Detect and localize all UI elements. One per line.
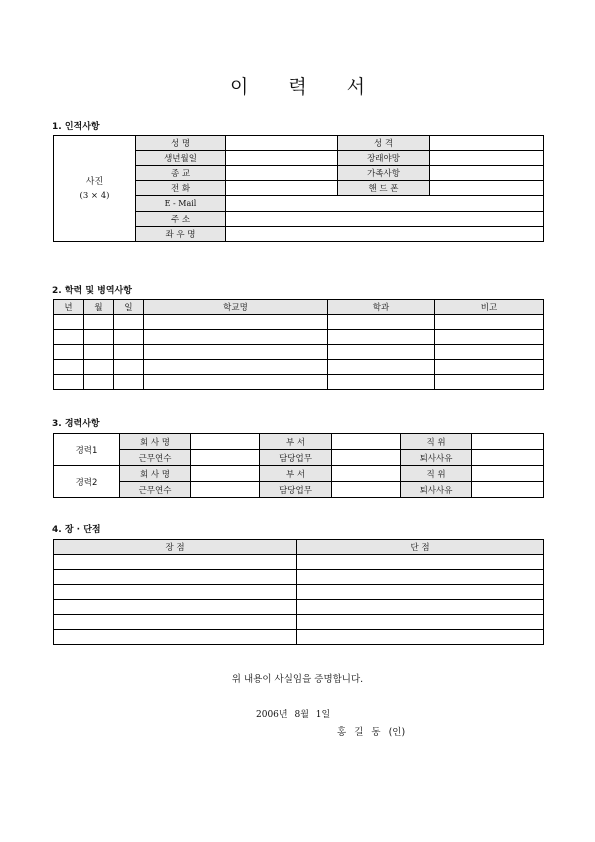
education-cell[interactable]	[84, 345, 114, 360]
email-label: E - Mail	[136, 196, 226, 212]
email-field[interactable]	[226, 196, 544, 212]
pros-header: 장 점	[54, 540, 297, 555]
dept-label-2: 부 서	[260, 466, 332, 482]
education-cell[interactable]	[84, 315, 114, 330]
document-title	[0, 72, 595, 99]
education-cell[interactable]	[114, 375, 144, 390]
education-cell[interactable]	[435, 315, 544, 330]
mobile-field[interactable]	[430, 181, 544, 196]
education-row	[54, 330, 544, 345]
period-label-1: 근무연수	[120, 450, 191, 466]
education-cell[interactable]	[435, 360, 544, 375]
reason-label-2: 퇴사사유	[401, 482, 472, 498]
edu-header-major: 학과	[328, 300, 435, 315]
name-label: 성 명	[136, 136, 226, 151]
education-cell[interactable]	[54, 375, 84, 390]
education-row	[54, 345, 544, 360]
pros-cell[interactable]	[54, 630, 297, 645]
birth-field[interactable]	[226, 151, 338, 166]
reason-field-1[interactable]	[472, 450, 544, 466]
education-cell[interactable]	[114, 345, 144, 360]
cons-cell[interactable]	[297, 555, 544, 570]
dept-field-2[interactable]	[332, 466, 401, 482]
personal-info-table	[53, 135, 544, 242]
signature-date	[256, 707, 334, 720]
company-label-2: 회 사 명	[120, 466, 191, 482]
reason-label-1: 퇴사사유	[401, 450, 472, 466]
education-cell[interactable]	[435, 345, 544, 360]
edu-header-note: 비고	[435, 300, 544, 315]
education-cell[interactable]	[84, 375, 114, 390]
edu-header-school: 학교명	[144, 300, 328, 315]
title-char: 이	[229, 76, 249, 98]
pros-cell[interactable]	[54, 585, 297, 600]
section-education-heading: 2. 학력 및 병역사항	[52, 286, 132, 296]
section-career-heading: 3. 경력사항	[52, 419, 100, 429]
duty-label-2: 담당업무	[260, 482, 332, 498]
edu-header-month: 월	[84, 300, 114, 315]
address-label: 주 소	[136, 212, 226, 227]
education-cell[interactable]	[144, 360, 328, 375]
career-group-1: 경력1	[54, 434, 120, 466]
duty-field-2[interactable]	[332, 482, 401, 498]
education-row	[54, 375, 544, 390]
education-row	[54, 315, 544, 330]
education-cell[interactable]	[328, 345, 435, 360]
position-field-2[interactable]	[472, 466, 544, 482]
pros-cell[interactable]	[54, 615, 297, 630]
date-day: 1일	[315, 710, 331, 720]
strengths-row	[54, 555, 544, 570]
mobile-label: 핸 드 폰	[338, 181, 430, 196]
position-label-1: 직 위	[401, 434, 472, 450]
confirmation-statement: 위 내용이 사실임을 증명합니다.	[231, 674, 364, 685]
education-cell[interactable]	[435, 375, 544, 390]
signer-name-char: 홍	[337, 727, 347, 738]
education-cell[interactable]	[114, 315, 144, 330]
company-field-2[interactable]	[191, 466, 260, 482]
strengths-row	[54, 630, 544, 645]
phone-field[interactable]	[226, 181, 338, 196]
motto-field[interactable]	[226, 227, 544, 242]
education-cell[interactable]	[435, 330, 544, 345]
strengths-row	[54, 600, 544, 615]
education-cell[interactable]	[54, 360, 84, 375]
education-cell[interactable]	[144, 345, 328, 360]
pros-cell[interactable]	[54, 570, 297, 585]
period-field-1[interactable]	[191, 450, 260, 466]
cons-cell[interactable]	[297, 630, 544, 645]
education-cell[interactable]	[144, 315, 328, 330]
education-cell[interactable]	[54, 345, 84, 360]
motto-label: 좌 우 명	[136, 227, 226, 242]
education-cell[interactable]	[54, 315, 84, 330]
period-label-2: 근무연수	[120, 482, 191, 498]
future-label: 장래야망	[338, 151, 430, 166]
name-field[interactable]	[226, 136, 338, 151]
family-field[interactable]	[430, 166, 544, 181]
future-field[interactable]	[430, 151, 544, 166]
strengths-table	[53, 539, 544, 645]
strengths-row	[54, 585, 544, 600]
education-cell[interactable]	[84, 360, 114, 375]
birth-label: 생년월일	[136, 151, 226, 166]
position-field-1[interactable]	[472, 434, 544, 450]
title-char: 력	[288, 76, 307, 98]
education-cell[interactable]	[144, 375, 328, 390]
photo-label: 사진	[85, 176, 104, 187]
duty-label-1: 담당업무	[260, 450, 332, 466]
section-personal-heading: 1. 인적사항	[52, 122, 100, 132]
signer-name-char: 동	[371, 727, 381, 738]
cons-cell[interactable]	[297, 570, 544, 585]
pros-cell[interactable]	[54, 555, 297, 570]
career-group-2: 경력2	[54, 466, 120, 498]
cons-cell[interactable]	[297, 615, 544, 630]
education-cell[interactable]	[328, 375, 435, 390]
reason-field-2[interactable]	[472, 482, 544, 498]
cons-cell[interactable]	[297, 585, 544, 600]
education-cell[interactable]	[54, 330, 84, 345]
company-field-1[interactable]	[191, 434, 260, 450]
date-month: 8월	[294, 710, 309, 720]
personality-field[interactable]	[430, 136, 544, 151]
title-char: 서	[346, 76, 366, 98]
education-row	[54, 360, 544, 375]
section-strengths-heading: 4. 장 · 단점	[52, 525, 101, 535]
strengths-row	[54, 615, 544, 630]
career-table	[53, 433, 544, 498]
dept-field-1[interactable]	[332, 434, 401, 450]
education-table	[53, 299, 544, 390]
religion-field[interactable]	[226, 166, 338, 181]
signer-name-char: 길	[354, 727, 364, 738]
edu-header-day: 일	[114, 300, 144, 315]
family-label: 가족사항	[338, 166, 430, 181]
photo-size: (3 × 4)	[79, 190, 110, 201]
photo-cell[interactable]	[54, 136, 136, 242]
period-field-2[interactable]	[191, 482, 260, 498]
edu-header-year: 년	[54, 300, 84, 315]
education-cell[interactable]	[328, 330, 435, 345]
phone-label: 전 화	[136, 181, 226, 196]
education-cell[interactable]	[114, 330, 144, 345]
position-label-2: 직 위	[401, 466, 472, 482]
strengths-row	[54, 570, 544, 585]
duty-field-1[interactable]	[332, 450, 401, 466]
religion-label: 종 교	[136, 166, 226, 181]
education-cell[interactable]	[144, 330, 328, 345]
dept-label-1: 부 서	[260, 434, 332, 450]
seal-mark: (인)	[388, 727, 406, 738]
personality-label: 성 격	[338, 136, 430, 151]
signature-line	[337, 724, 405, 738]
education-rows	[54, 315, 544, 390]
education-cell[interactable]	[328, 360, 435, 375]
pros-cell[interactable]	[54, 600, 297, 615]
date-year: 2006년	[256, 710, 288, 720]
education-cell[interactable]	[84, 330, 114, 345]
education-cell[interactable]	[114, 360, 144, 375]
address-field[interactable]	[226, 212, 544, 227]
cons-header: 단 점	[297, 540, 544, 555]
cons-cell[interactable]	[297, 600, 544, 615]
company-label-1: 회 사 명	[120, 434, 191, 450]
strengths-rows	[54, 555, 544, 645]
education-cell[interactable]	[328, 315, 435, 330]
